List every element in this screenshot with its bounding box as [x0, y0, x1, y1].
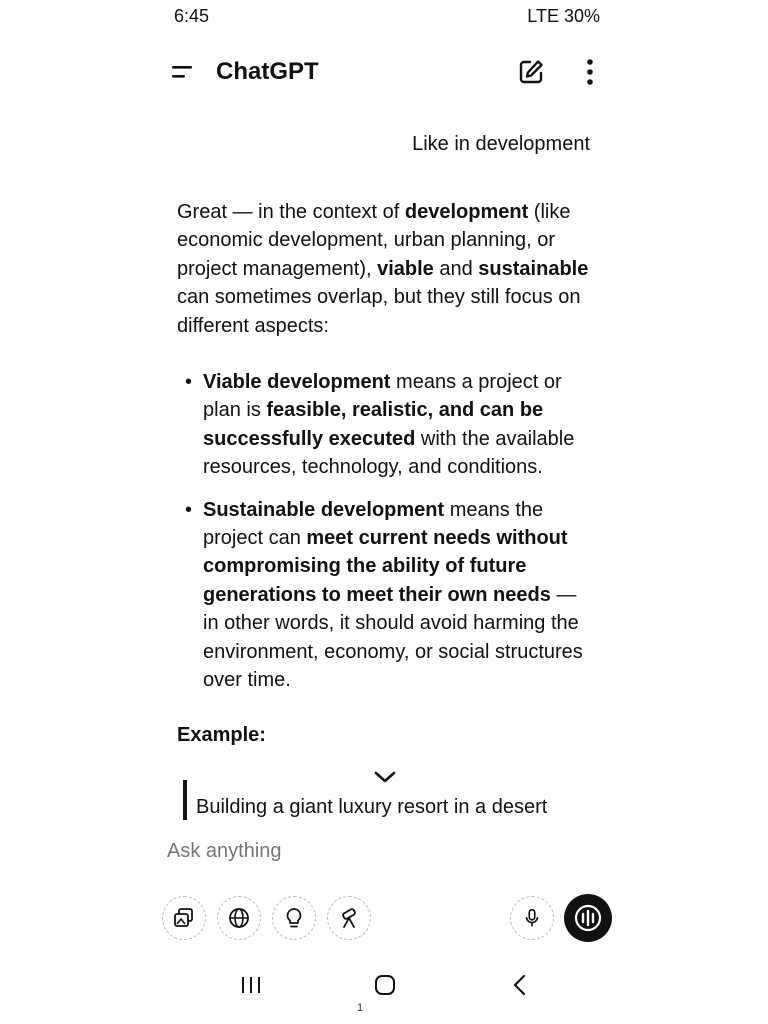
home-icon	[373, 973, 397, 997]
globe-icon	[227, 906, 251, 930]
home-button[interactable]	[365, 970, 405, 1000]
new-chat-icon[interactable]	[516, 57, 546, 87]
back-chevron-icon	[509, 973, 531, 997]
reply-bullet-list	[177, 368, 597, 694]
reply-bullet: • Sustainable development means the project can meet current needs without compromising the ability of future generations to meet their own needs — in other words, it should avoid harming the environment, economy, or social structures over time.	[203, 496, 597, 695]
attach-image-button[interactable]	[162, 896, 206, 940]
example-quote: Building a giant luxury resort in a desert	[196, 796, 548, 818]
voice-waveform-icon	[573, 903, 603, 933]
scroll-down-chevron-icon[interactable]	[372, 766, 398, 788]
lightbulb-icon	[282, 906, 306, 930]
example-heading: Example:	[177, 724, 266, 746]
app-title: ChatGPT	[216, 58, 319, 85]
status-bar	[150, 0, 610, 28]
bold-text: feasible, realistic, and can be successfully executed	[203, 399, 544, 450]
assistant-reply	[177, 198, 597, 709]
status-indicators: LTE 30%	[527, 6, 600, 26]
back-button[interactable]	[500, 970, 540, 1000]
bold-text: development	[404, 201, 529, 223]
phone-screen	[150, 0, 610, 1024]
web-search-button[interactable]	[217, 896, 261, 940]
status-time: 6:45	[174, 6, 210, 26]
bold-text: sustainable	[478, 257, 589, 280]
bold-text: viable	[377, 257, 434, 280]
system-navigation-bar	[150, 960, 610, 1010]
quote-bar	[183, 780, 187, 820]
reply-bullet: • Viable development means a project or plan is feasible, realistic, and can be successfully executed with the available resources, technology, and conditions.	[203, 368, 597, 482]
page-indicator: 1	[357, 1002, 364, 1014]
message-input[interactable]	[167, 840, 467, 863]
image-icon	[172, 906, 196, 930]
more-options-icon[interactable]	[580, 57, 600, 87]
bold-text: Sustainable development	[203, 498, 445, 521]
composer	[150, 828, 610, 968]
deep-research-button[interactable]	[327, 896, 371, 940]
microphone-icon	[521, 907, 543, 929]
reason-button[interactable]	[272, 896, 316, 940]
menu-icon[interactable]	[170, 60, 196, 84]
user-message: Like in development	[412, 133, 590, 155]
bold-text: meet current needs without compromising the ability of future generations to meet their own needs	[203, 527, 568, 606]
bold-text: Viable development	[203, 371, 391, 394]
voice-mode-button[interactable]	[564, 894, 612, 942]
recent-apps-icon	[239, 974, 263, 996]
recent-apps-button[interactable]	[231, 970, 271, 1000]
reply-intro: Great — in the context of development (like economic development, urban planning, or project management), viable and sustainable can sometimes overlap, but they still focus on different aspects:	[177, 201, 589, 337]
app-header	[150, 44, 610, 100]
telescope-icon	[337, 906, 361, 930]
dictate-button[interactable]	[510, 896, 554, 940]
